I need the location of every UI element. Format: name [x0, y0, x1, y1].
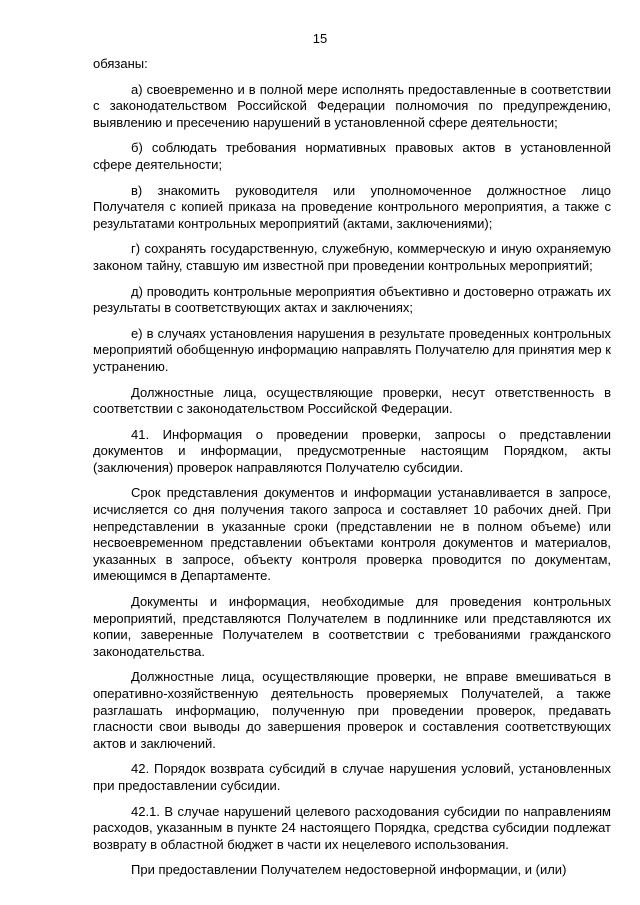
paragraph-item-b: б) соблюдать требования нормативных правовых актов в установленной сфере деятельности;: [93, 140, 611, 172]
document-body: [93, 56, 611, 888]
paragraph-item-g: г) сохранять государственную, служебную, коммерческую и иную охраняемую законом тайну, ставшую им известной при проведении контрольных мероприятий;: [93, 241, 611, 273]
paragraph-item-e: е) в случаях установления нарушения в результате проведенных контрольных мероприятий обобщенную информацию направлять Получателю для принятия мер к устранению.: [93, 325, 611, 374]
paragraph-section-42: 42. Порядок возврата субсидий в случае нарушения условий, установленных при предоставлении субсидии.: [93, 761, 611, 793]
paragraph-deadline: Срок представления документов и информации устанавливается в запросе, исчисляется со дня получения такого запроса и составляет 10 рабочих дней. При непредставлении в указанные сроки (представлении не в полном объеме) или несвоевременном представлении объектами контроля документов и материалов, указанных в запросе, объекту контроля проверка проводится по документам, имеющимся в Департаменте.: [93, 485, 611, 584]
paragraph-item-a: а) своевременно и в полной мере исполнять предоставленные в соответствии с законодательством Российской Федерации полномочия по предупреждению, выявлению и пресечению нарушений в установленной сфере деятельности;: [93, 81, 611, 130]
paragraph-documents: Документы и информация, необходимые для проведения контрольных мероприятий, представляются Получателем в подлиннике или представляются их копии, заверенные Получателем в соответствии с требованиями гражданского законодательства.: [93, 594, 611, 659]
paragraph-section-41: 41. Информация о проведении проверки, запросы о представлении документов и информации, предусмотренные настоящим Порядком, акты (заключения) проверок направляются Получателю субсидии.: [93, 426, 611, 475]
paragraph-continuation: При предоставлении Получателем недостоверной информации, и (или): [131, 862, 567, 878]
paragraph-non-interference: Должностные лица, осуществляющие проверки, не вправе вмешиваться в оперативно-хозяйственную деятельность проверяемых Получателей, а также разглашать информацию, полученную при проведении проверок, предавать гласности свои выводы до завершения проверок и составления соответствующих актов и заключений.: [93, 669, 611, 751]
paragraph-item-d: д) проводить контрольные мероприятия объективно и достоверно отражать их результаты в соответствующих актах и заключениях;: [93, 283, 611, 316]
page-number: 15: [312, 31, 328, 46]
paragraph-section-42-1: 42.1. В случае нарушений целевого расходования субсидии по направлениям расходов, указанным в пункте 24 настоящего Порядка, средства субсидии подлежат возврату в областной бюджет в части их нецелевого использования.: [93, 803, 611, 852]
paragraph-responsibility: Должностные лица, осуществляющие проверки, несут ответственность в соответствии с законодательством Российской Федерации.: [93, 384, 611, 417]
paragraph-obligations-intro: обязаны:: [93, 56, 148, 71]
paragraph-item-v: в) знакомить руководителя или уполномоченное должностное лицо Получателя с копией приказа на проведение контрольного мероприятия, а также с результатами контрольных мероприятий (актами, заключениями);: [93, 182, 611, 231]
